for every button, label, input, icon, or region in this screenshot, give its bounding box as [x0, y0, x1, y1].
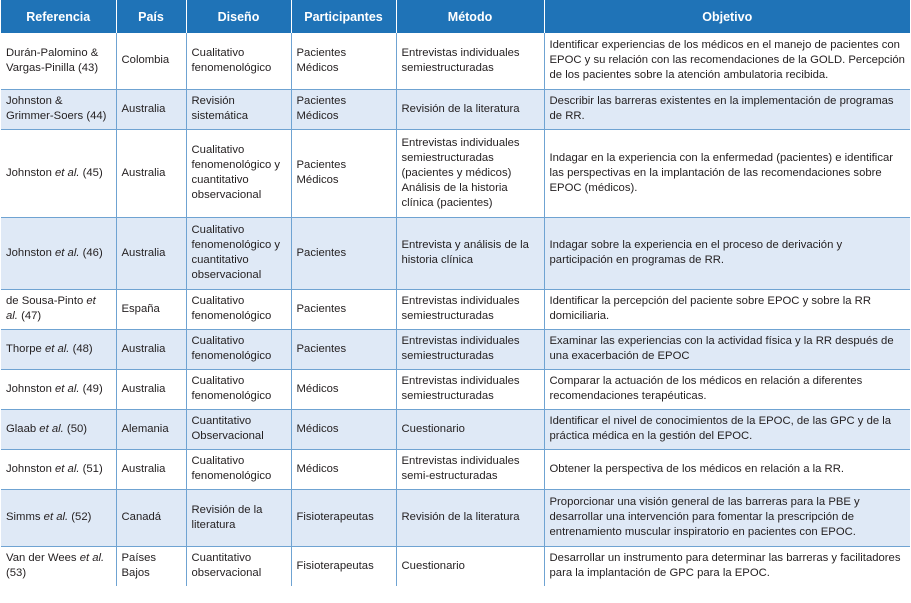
cell-referencia	[1, 289, 116, 329]
ref-author: Johnston	[6, 382, 55, 395]
cell-metodo: Entrevistas individuales semi-estructuradas	[396, 449, 544, 489]
cell-referencia	[1, 329, 116, 369]
cell-metodo: Revisión de la literatura	[396, 89, 544, 129]
cell-pais: Australia	[116, 89, 186, 129]
cell-diseno: Revisión sistemática	[186, 89, 291, 129]
cell-referencia	[1, 89, 116, 129]
cell-metodo: Entrevista y análisis de la historia clínica	[396, 217, 544, 289]
studies-table	[1, 0, 910, 586]
ref-author: Johnston	[6, 246, 55, 259]
table-row	[1, 449, 910, 489]
cell-metodo: Entrevistas individuales semiestructuradas	[396, 289, 544, 329]
cell-diseno: Cualitativo fenomenológico y cuantitativo observacional	[186, 129, 291, 217]
cell-diseno: Cualitativo fenomenológico	[186, 33, 291, 89]
ref-number: (51)	[79, 462, 103, 475]
ref-etal: et al.	[55, 382, 80, 395]
ref-number: (50)	[63, 422, 88, 435]
ref-number: (45)	[79, 166, 103, 179]
ref-author: Glaab	[6, 422, 40, 435]
cell-referencia	[1, 217, 116, 289]
ref-number: (48)	[69, 342, 93, 355]
cell-participantes: Pacientes Médicos	[291, 129, 396, 217]
ref-etal: et al.	[55, 462, 80, 475]
cell-participantes: Médicos	[291, 369, 396, 409]
ref-author: Van der Wees	[6, 552, 80, 565]
ref-etal: et al.	[79, 552, 105, 565]
ref-author: Simms	[6, 511, 44, 523]
cell-pais: Australia	[116, 129, 186, 217]
table-row	[1, 489, 910, 546]
ref-number: (47)	[17, 310, 42, 322]
cell-participantes: Pacientes Médicos	[291, 89, 396, 129]
cell-pais: España	[116, 289, 186, 329]
ref-etal: et al.	[6, 295, 96, 322]
cell-objetivo: Comparar la actuación de los médicos en relación a diferentes recomendaciones terapéuticas.	[544, 369, 910, 409]
cell-objetivo: Identificar la percepción del paciente sobre EPOC y sobre la RR domiciliaria.	[544, 289, 910, 329]
cell-diseno: Cuantitativo observacional	[186, 546, 291, 586]
cell-referencia	[1, 129, 116, 217]
ref-number: (49)	[79, 382, 103, 395]
ref-etal: et al.	[55, 166, 80, 179]
cell-referencia	[1, 546, 116, 586]
cell-participantes: Fisioterapeutas	[291, 546, 396, 586]
cell-objetivo: Examinar las experiencias con la actividad física y la RR después de una exacerbación de EPOC	[544, 329, 910, 369]
ref-author: Johnston	[6, 462, 55, 475]
cell-diseno: Cuantitativo Observacional	[186, 409, 291, 449]
ref-author: Thorpe	[6, 342, 45, 355]
cell-referencia	[1, 369, 116, 409]
header-referencia: Referencia	[1, 0, 116, 33]
cell-participantes: Pacientes	[291, 289, 396, 329]
cell-referencia	[1, 33, 116, 89]
ref-etal: et al.	[44, 342, 70, 355]
cell-metodo: Revisión de la literatura	[396, 489, 544, 546]
header-participantes: Participantes	[291, 0, 396, 33]
cell-pais: Australia	[116, 369, 186, 409]
cell-referencia	[1, 449, 116, 489]
cell-pais: Alemania	[116, 409, 186, 449]
cell-participantes: Fisioterapeutas	[291, 489, 396, 546]
table-row	[1, 89, 910, 129]
table-row	[1, 369, 910, 409]
cell-pais: Australia	[116, 217, 186, 289]
cell-referencia	[1, 409, 116, 449]
cell-participantes: Pacientes	[291, 329, 396, 369]
ref-author: Johnston & Grimmer-Soers	[6, 95, 84, 122]
table-row	[1, 33, 910, 89]
cell-pais: Australia	[116, 329, 186, 369]
table-row	[1, 289, 910, 329]
cell-pais: Países Bajos	[116, 546, 186, 586]
cell-diseno: Cualitativo fenomenológico	[186, 289, 291, 329]
ref-etal: et al.	[39, 422, 64, 435]
cell-objetivo: Desarrollar un instrumento para determinar las barreras y facilitadores para la implantación de GPC para la EPOC.	[544, 546, 910, 586]
ref-number: (43)	[74, 61, 99, 74]
cell-metodo: Entrevistas individuales semiestructuradas	[396, 369, 544, 409]
cell-objetivo: Proporcionar una visión general de las barreras para la PBE y desarrollar una intervención para fomentar la prescripción de entrenamiento muscular inspiratorio en pacientes con EPOC.	[544, 489, 910, 546]
cell-diseno: Revisión de la literatura	[186, 489, 291, 546]
cell-objetivo: Indagar en la experiencia con la enfermedad (pacientes) e identificar las perspectivas en la implantación de las recomendaciones sobre EPOC (médicos).	[544, 129, 910, 217]
header-diseno: Diseño	[186, 0, 291, 33]
cell-objetivo: Identificar el nivel de conocimientos de la EPOC, de las GPC y de la práctica médica en la gestión del EPOC.	[544, 409, 910, 449]
ref-etal: et al.	[55, 246, 80, 259]
table-row	[1, 409, 910, 449]
ref-author: de Sousa-Pinto	[6, 295, 87, 307]
cell-participantes: Médicos	[291, 409, 396, 449]
cell-metodo: Cuestionario	[396, 546, 544, 586]
cell-metodo: Entrevistas individuales semiestructuradas (pacientes y médicos) Análisis de la historia clínica (pacientes)	[396, 129, 544, 217]
cell-objetivo: Describir las barreras existentes en la implementación de programas de RR.	[544, 89, 910, 129]
cell-diseno: Cualitativo fenomenológico	[186, 449, 291, 489]
ref-number: (53)	[6, 567, 27, 580]
cell-diseno: Cualitativo fenomenológico	[186, 329, 291, 369]
ref-number: (52)	[68, 511, 92, 523]
cell-participantes: Médicos	[291, 449, 396, 489]
cell-objetivo: Indagar sobre la experiencia en el proceso de derivación y participación en programas de RR.	[544, 217, 910, 289]
header-metodo: Método	[396, 0, 544, 33]
cell-pais: Canadá	[116, 489, 186, 546]
cell-participantes: Pacientes	[291, 217, 396, 289]
cell-diseno: Cualitativo fenomenológico	[186, 369, 291, 409]
ref-author: Johnston	[6, 166, 55, 179]
ref-author: Durán-Palomino & Vargas-Pinilla	[6, 46, 99, 74]
cell-referencia	[1, 489, 116, 546]
ref-number: (44)	[83, 110, 107, 122]
cell-pais: Colombia	[116, 33, 186, 89]
ref-etal: et al.	[43, 511, 69, 523]
table-row	[1, 217, 910, 289]
header-pais: País	[116, 0, 186, 33]
cell-pais: Australia	[116, 449, 186, 489]
ref-number: (46)	[79, 246, 103, 259]
cell-metodo: Entrevistas individuales semiestructuradas	[396, 329, 544, 369]
table-row	[1, 129, 910, 217]
table-header	[1, 0, 910, 33]
table-row	[1, 329, 910, 369]
cell-objetivo: Obtener la perspectiva de los médicos en relación a la RR.	[544, 449, 910, 489]
cell-participantes: Pacientes Médicos	[291, 33, 396, 89]
cell-diseno: Cualitativo fenomenológico y cuantitativo observacional	[186, 217, 291, 289]
table-body	[1, 33, 910, 586]
cell-metodo: Entrevistas individuales semiestructuradas	[396, 33, 544, 89]
table-row	[1, 546, 910, 586]
header-objetivo: Objetivo	[544, 0, 910, 33]
cell-objetivo: Identificar experiencias de los médicos en el manejo de pacientes con EPOC y su relación con las recomendaciones de la GOLD. Percepción de los pacientes sobre la atención ambulatoria recibida.	[544, 33, 910, 89]
cell-metodo: Cuestionario	[396, 409, 544, 449]
